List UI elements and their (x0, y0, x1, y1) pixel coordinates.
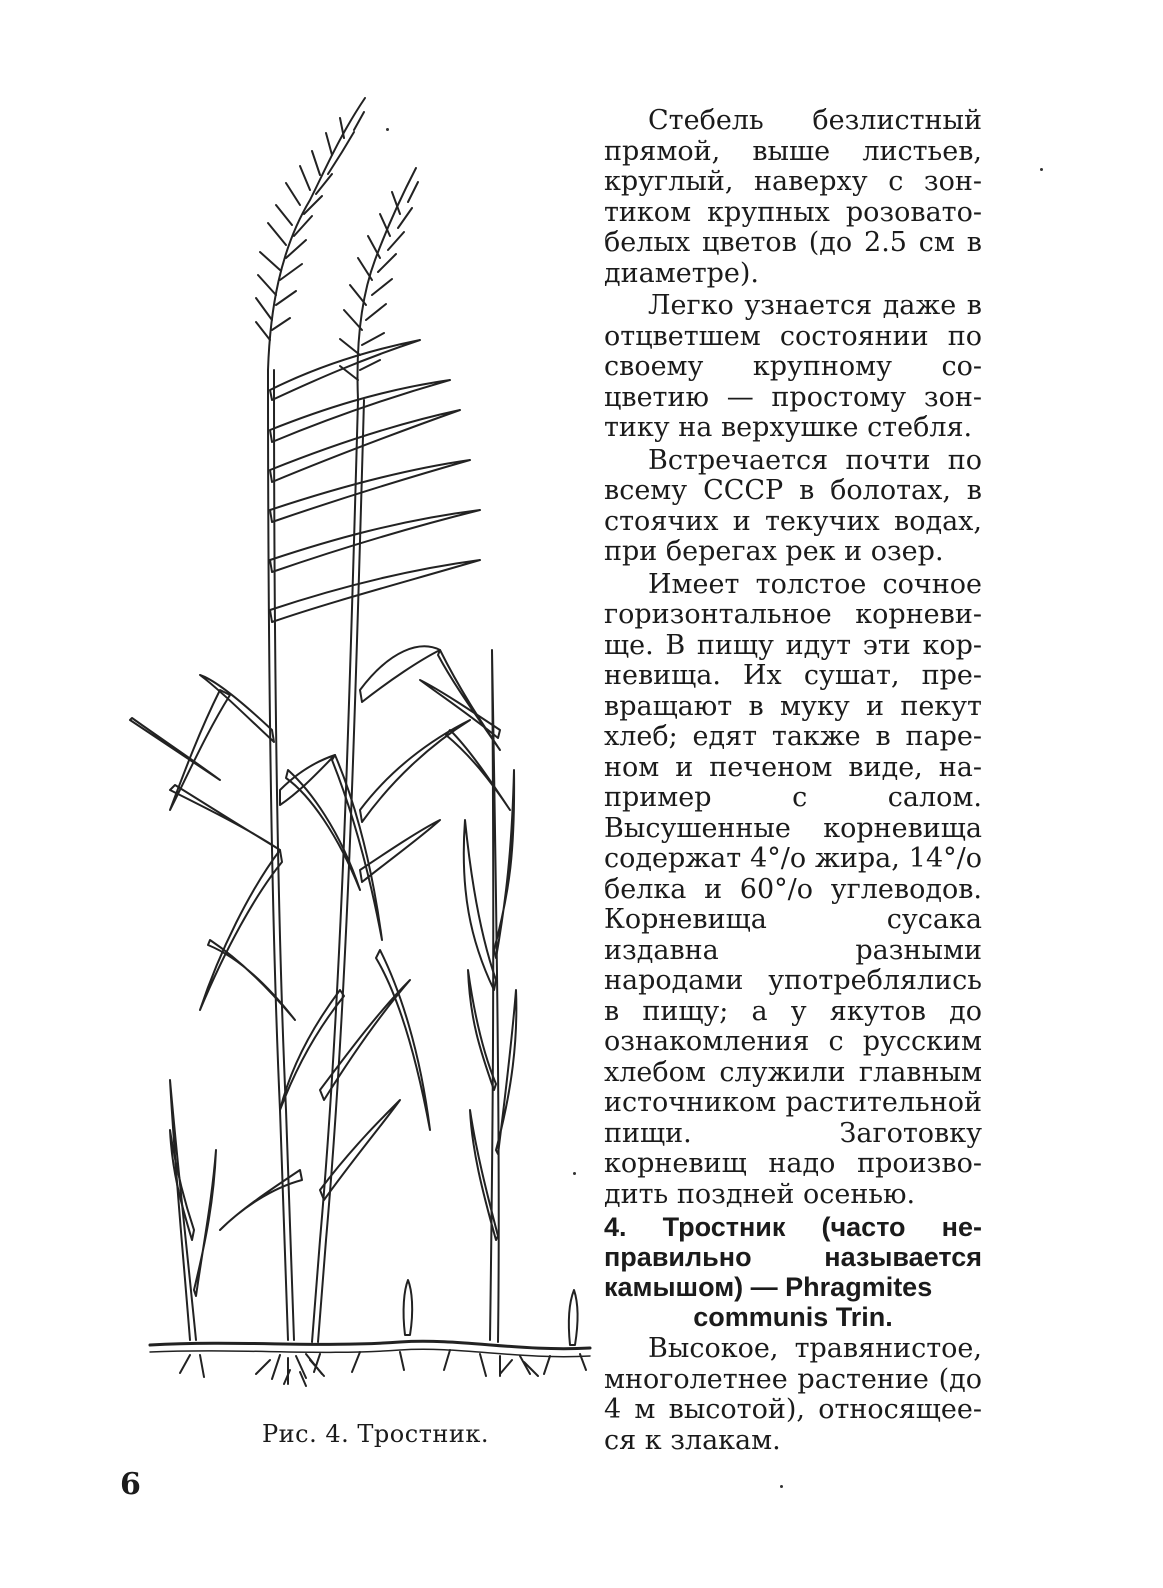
print-speck (1040, 168, 1043, 171)
figure-caption: Рис. 4. Тростник. (262, 1420, 490, 1448)
print-speck (386, 128, 389, 131)
section-heading-text: 4. Тростник (часто неправильно называется камышом) — Phragmites (604, 1212, 982, 1302)
print-speck (573, 1172, 576, 1175)
paragraph-rhizome: Имеет толстое сочное горизонтальное корневище. В пищу идут эти корневища. Их сушат, превращают в муку и пекут хлеб; едят также в пареном и печеном виде, например с салом. Высушенные корневища содержат 4°/о жира, 14°/о белка и 60°/о углеводов. Корневища сусака издавна разными народами употреблялись в пищу; а у якутов до ознакомления с русским хлебом служили главным источником растительной пищи. Заготовку корневищ надо производить поздней осенью. (604, 568, 982, 1210)
paragraph-stem: Стебель безлистный прямой, выше листьев, круглый, наверху с зонтиком крупных розовато-белых цветов (до 2.5 см в диаметре). (604, 105, 982, 289)
page-number: 6 (120, 1467, 141, 1502)
paragraph-recognition: Легко узнается даже в отцветшем состоянии по своему крупному соцветию — простому зонтику на верхушке стебля. (604, 290, 982, 443)
rhizome (150, 1341, 590, 1348)
reed-illustration (120, 90, 610, 1410)
section-heading (604, 1212, 982, 1332)
text-column (604, 106, 982, 1456)
paragraph-description: Высокое, травянистое, многолетнее растение (до 4 м высотой), относящееся к злакам. (604, 1333, 982, 1456)
paragraph-distribution: Встречается почти по всему СССР в болотах, в стоячих и текучих водах, при берегах рек и озер. (604, 444, 982, 567)
print-speck (780, 1485, 783, 1488)
section-heading-latin: communis Trin. (693, 1302, 893, 1332)
